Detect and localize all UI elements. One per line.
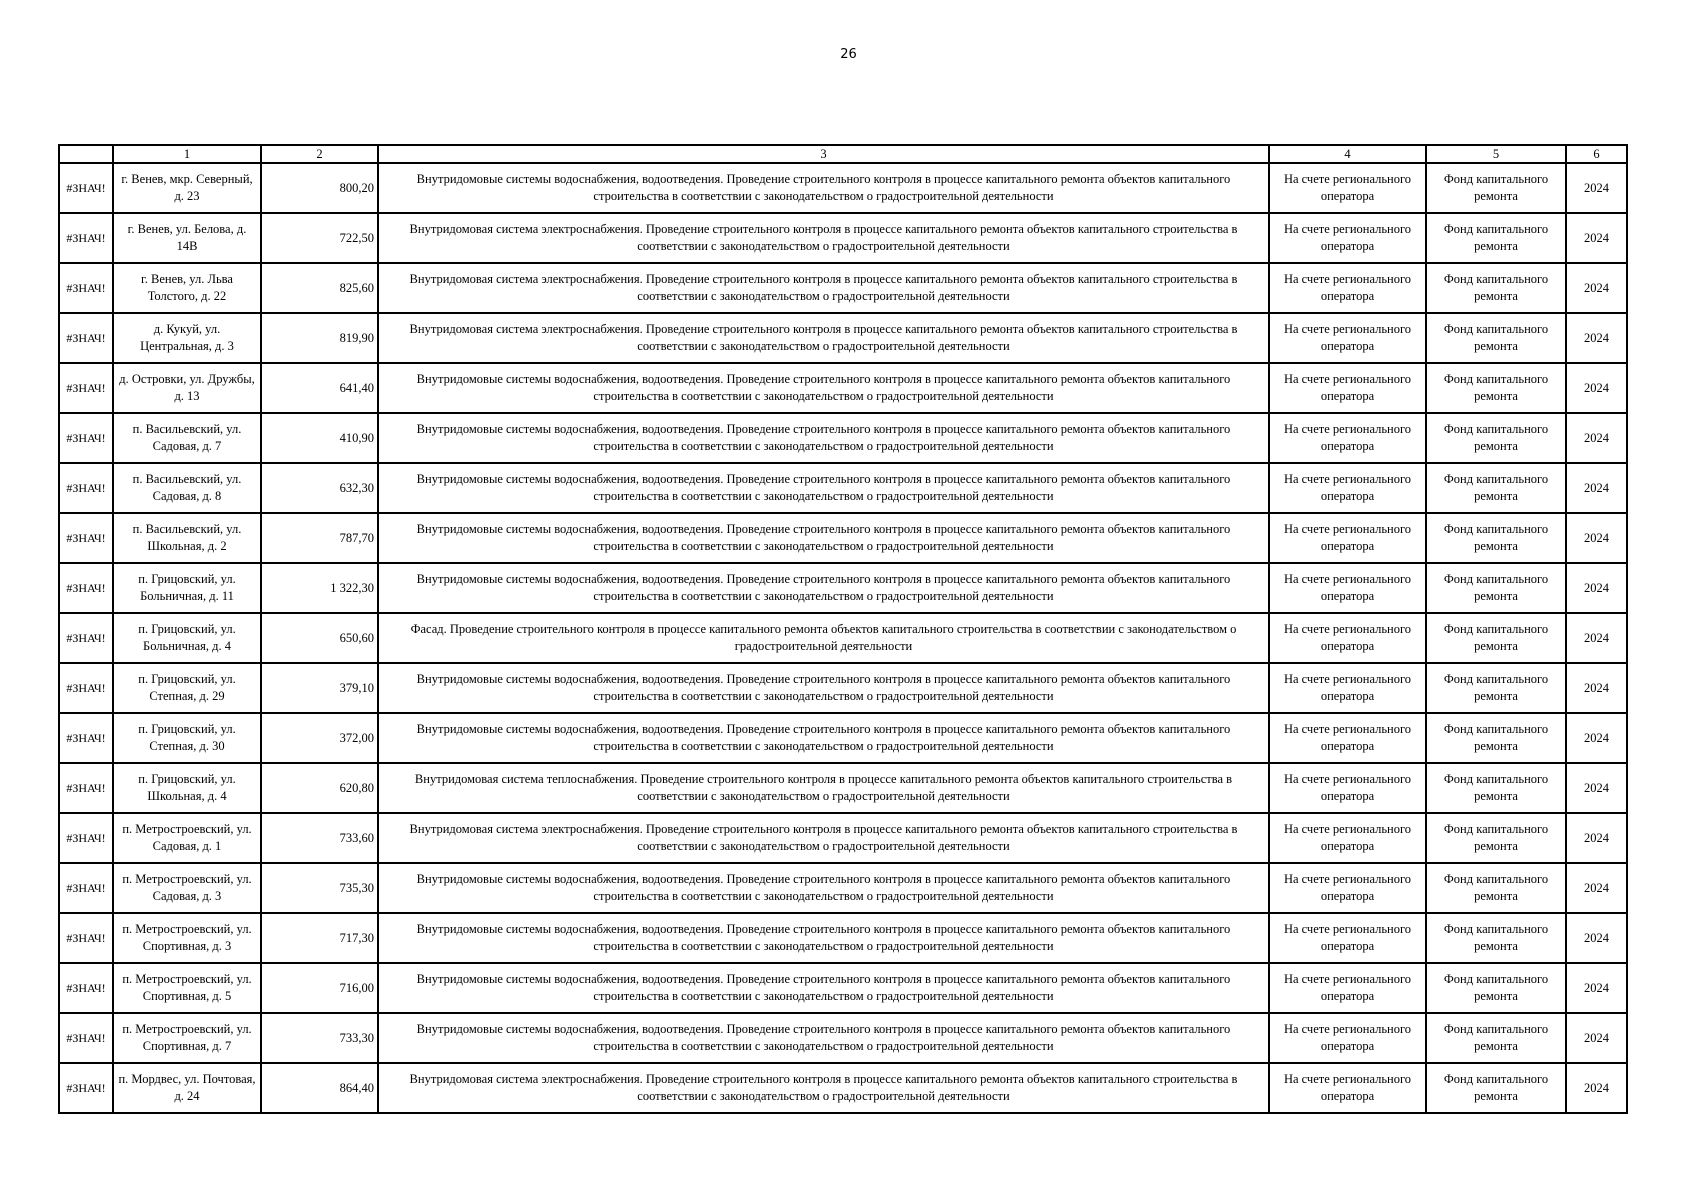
funding-source-cell: Фонд капитального ремонта (1426, 1013, 1566, 1063)
area-cell: 379,10 (261, 663, 378, 713)
address-cell: д. Островки, ул. Дружбы, д. 13 (113, 363, 261, 413)
row-id-cell: #ЗНАЧ! (59, 763, 113, 813)
address-cell: п. Васильевский, ул. Садовая, д. 8 (113, 463, 261, 513)
address-cell: п. Грицовский, ул. Степная, д. 30 (113, 713, 261, 763)
work-description-cell: Внутридомовые системы водоснабжения, водоотведения. Проведение строительного контроля в процессе капитального ремонта объектов капитального строительства в соответствии с законодательством о градостроительной деятельности (378, 863, 1269, 913)
row-id-cell: #ЗНАЧ! (59, 813, 113, 863)
funding-source-cell: Фонд капитального ремонта (1426, 463, 1566, 513)
table-row (59, 313, 1627, 363)
table-row (59, 913, 1627, 963)
funding-account-cell: На счете регионального оператора (1269, 1013, 1426, 1063)
area-cell: 372,00 (261, 713, 378, 763)
year-cell: 2024 (1566, 613, 1627, 663)
header-col-4: 4 (1269, 145, 1426, 163)
year-cell: 2024 (1566, 413, 1627, 463)
funding-account-cell: На счете регионального оператора (1269, 663, 1426, 713)
area-cell: 641,40 (261, 363, 378, 413)
header-col-1: 1 (113, 145, 261, 163)
area-cell: 632,30 (261, 463, 378, 513)
work-description-cell: Внутридомовые системы водоснабжения, водоотведения. Проведение строительного контроля в процессе капитального ремонта объектов капитального строительства в соответствии с законодательством о градостроительной деятельности (378, 913, 1269, 963)
address-cell: п. Метростроевский, ул. Спортивная, д. 7 (113, 1013, 261, 1063)
funding-account-cell: На счете регионального оператора (1269, 263, 1426, 313)
capital-repair-table (58, 144, 1628, 1114)
header-blank (59, 145, 113, 163)
funding-account-cell: На счете регионального оператора (1269, 1063, 1426, 1113)
funding-source-cell: Фонд капитального ремонта (1426, 713, 1566, 763)
year-cell: 2024 (1566, 663, 1627, 713)
funding-account-cell: На счете регионального оператора (1269, 913, 1426, 963)
work-description-cell: Внутридомовые системы водоснабжения, водоотведения. Проведение строительного контроля в процессе капитального ремонта объектов капитального строительства в соответствии с законодательством о градостроительной деятельности (378, 163, 1269, 213)
address-cell: д. Кукуй, ул. Центральная, д. 3 (113, 313, 261, 363)
work-description-cell: Фасад. Проведение строительного контроля в процессе капитального ремонта объектов капитального строительства в соответствии с законодательством о градостроительной деятельности (378, 613, 1269, 663)
funding-account-cell: На счете регионального оператора (1269, 863, 1426, 913)
work-description-cell: Внутридомовые системы водоснабжения, водоотведения. Проведение строительного контроля в процессе капитального ремонта объектов капитального строительства в соответствии с законодательством о градостроительной деятельности (378, 513, 1269, 563)
row-id-cell: #ЗНАЧ! (59, 563, 113, 613)
funding-account-cell: На счете регионального оператора (1269, 413, 1426, 463)
area-cell: 864,40 (261, 1063, 378, 1113)
funding-account-cell: На счете регионального оператора (1269, 763, 1426, 813)
area-cell: 733,60 (261, 813, 378, 863)
area-cell: 650,60 (261, 613, 378, 663)
address-cell: п. Грицовский, ул. Школьная, д. 4 (113, 763, 261, 813)
work-description-cell: Внутридомовая система электроснабжения. Проведение строительного контроля в процессе капитального ремонта объектов капитального строительства в соответствии с законодательством о градостроительной деятельности (378, 313, 1269, 363)
year-cell: 2024 (1566, 213, 1627, 263)
area-cell: 1 322,30 (261, 563, 378, 613)
row-id-cell: #ЗНАЧ! (59, 263, 113, 313)
header-col-3: 3 (378, 145, 1269, 163)
row-id-cell: #ЗНАЧ! (59, 213, 113, 263)
table-row (59, 463, 1627, 513)
work-description-cell: Внутридомовые системы водоснабжения, водоотведения. Проведение строительного контроля в процессе капитального ремонта объектов капитального строительства в соответствии с законодательством о градостроительной деятельности (378, 713, 1269, 763)
funding-account-cell: На счете регионального оператора (1269, 613, 1426, 663)
year-cell: 2024 (1566, 363, 1627, 413)
address-cell: п. Мордвес, ул. Почтовая, д. 24 (113, 1063, 261, 1113)
year-cell: 2024 (1566, 1063, 1627, 1113)
row-id-cell: #ЗНАЧ! (59, 1013, 113, 1063)
work-description-cell: Внутридомовые системы водоснабжения, водоотведения. Проведение строительного контроля в процессе капитального ремонта объектов капитального строительства в соответствии с законодательством о градостроительной деятельности (378, 463, 1269, 513)
table-row (59, 763, 1627, 813)
address-cell: г. Венев, мкр. Северный, д. 23 (113, 163, 261, 213)
address-cell: г. Венев, ул. Белова, д. 14В (113, 213, 261, 263)
row-id-cell: #ЗНАЧ! (59, 663, 113, 713)
table-row (59, 263, 1627, 313)
table-row (59, 663, 1627, 713)
row-id-cell: #ЗНАЧ! (59, 913, 113, 963)
work-description-cell: Внутридомовые системы водоснабжения, водоотведения. Проведение строительного контроля в процессе капитального ремонта объектов капитального строительства в соответствии с законодательством о градостроительной деятельности (378, 1013, 1269, 1063)
table-row (59, 413, 1627, 463)
table-row (59, 963, 1627, 1013)
row-id-cell: #ЗНАЧ! (59, 163, 113, 213)
funding-source-cell: Фонд капитального ремонта (1426, 213, 1566, 263)
table-row (59, 1013, 1627, 1063)
year-cell: 2024 (1566, 963, 1627, 1013)
table-row (59, 813, 1627, 863)
year-cell: 2024 (1566, 463, 1627, 513)
area-cell: 410,90 (261, 413, 378, 463)
address-cell: п. Метростроевский, ул. Садовая, д. 3 (113, 863, 261, 913)
year-cell: 2024 (1566, 563, 1627, 613)
funding-source-cell: Фонд капитального ремонта (1426, 913, 1566, 963)
area-cell: 800,20 (261, 163, 378, 213)
year-cell: 2024 (1566, 313, 1627, 363)
address-cell: п. Васильевский, ул. Школьная, д. 2 (113, 513, 261, 563)
area-cell: 717,30 (261, 913, 378, 963)
row-id-cell: #ЗНАЧ! (59, 363, 113, 413)
area-cell: 825,60 (261, 263, 378, 313)
address-cell: г. Венев, ул. Льва Толстого, д. 22 (113, 263, 261, 313)
work-description-cell: Внутридомовая система электроснабжения. Проведение строительного контроля в процессе капитального ремонта объектов капитального строительства в соответствии с законодательством о градостроительной деятельности (378, 263, 1269, 313)
funding-account-cell: На счете регионального оператора (1269, 813, 1426, 863)
work-description-cell: Внутридомовая система электроснабжения. Проведение строительного контроля в процессе капитального ремонта объектов капитального строительства в соответствии с законодательством о градостроительной деятельности (378, 1063, 1269, 1113)
table-row (59, 363, 1627, 413)
funding-account-cell: На счете регионального оператора (1269, 563, 1426, 613)
area-cell: 787,70 (261, 513, 378, 563)
table-row (59, 1063, 1627, 1113)
funding-source-cell: Фонд капитального ремонта (1426, 1063, 1566, 1113)
table-row (59, 163, 1627, 213)
row-id-cell: #ЗНАЧ! (59, 613, 113, 663)
address-cell: п. Метростроевский, ул. Спортивная, д. 5 (113, 963, 261, 1013)
funding-source-cell: Фонд капитального ремонта (1426, 313, 1566, 363)
table-row (59, 613, 1627, 663)
year-cell: 2024 (1566, 913, 1627, 963)
year-cell: 2024 (1566, 263, 1627, 313)
funding-account-cell: На счете регионального оператора (1269, 963, 1426, 1013)
work-description-cell: Внутридомовая система теплоснабжения. Проведение строительного контроля в процессе капитального ремонта объектов капитального строительства в соответствии с законодательством о градостроительной деятельности (378, 763, 1269, 813)
funding-account-cell: На счете регионального оператора (1269, 163, 1426, 213)
funding-source-cell: Фонд капитального ремонта (1426, 413, 1566, 463)
funding-source-cell: Фонд капитального ремонта (1426, 863, 1566, 913)
work-description-cell: Внутридомовые системы водоснабжения, водоотведения. Проведение строительного контроля в процессе капитального ремонта объектов капитального строительства в соответствии с законодательством о градостроительной деятельности (378, 563, 1269, 613)
year-cell: 2024 (1566, 1013, 1627, 1063)
funding-source-cell: Фонд капитального ремонта (1426, 563, 1566, 613)
area-cell: 620,80 (261, 763, 378, 813)
work-description-cell: Внутридомовые системы водоснабжения, водоотведения. Проведение строительного контроля в процессе капитального ремонта объектов капитального строительства в соответствии с законодательством о градостроительной деятельности (378, 413, 1269, 463)
header-row (59, 145, 1627, 163)
table-row (59, 563, 1627, 613)
work-description-cell: Внутридомовая система электроснабжения. Проведение строительного контроля в процессе капитального ремонта объектов капитального строительства в соответствии с законодательством о градостроительной деятельности (378, 213, 1269, 263)
funding-source-cell: Фонд капитального ремонта (1426, 613, 1566, 663)
funding-source-cell: Фонд капитального ремонта (1426, 363, 1566, 413)
area-cell: 722,50 (261, 213, 378, 263)
funding-account-cell: На счете регионального оператора (1269, 213, 1426, 263)
funding-source-cell: Фонд капитального ремонта (1426, 813, 1566, 863)
year-cell: 2024 (1566, 513, 1627, 563)
funding-account-cell: На счете регионального оператора (1269, 513, 1426, 563)
funding-source-cell: Фонд капитального ремонта (1426, 263, 1566, 313)
work-description-cell: Внутридомовые системы водоснабжения, водоотведения. Проведение строительного контроля в процессе капитального ремонта объектов капитального строительства в соответствии с законодательством о градостроительной деятельности (378, 363, 1269, 413)
year-cell: 2024 (1566, 163, 1627, 213)
row-id-cell: #ЗНАЧ! (59, 463, 113, 513)
area-cell: 733,30 (261, 1013, 378, 1063)
year-cell: 2024 (1566, 763, 1627, 813)
year-cell: 2024 (1566, 863, 1627, 913)
year-cell: 2024 (1566, 713, 1627, 763)
row-id-cell: #ЗНАЧ! (59, 313, 113, 363)
funding-source-cell: Фонд капитального ремонта (1426, 513, 1566, 563)
table-row (59, 213, 1627, 263)
funding-account-cell: На счете регионального оператора (1269, 313, 1426, 363)
row-id-cell: #ЗНАЧ! (59, 713, 113, 763)
year-cell: 2024 (1566, 813, 1627, 863)
table-body (59, 163, 1627, 1113)
table-row (59, 863, 1627, 913)
table-row (59, 713, 1627, 763)
row-id-cell: #ЗНАЧ! (59, 513, 113, 563)
funding-account-cell: На счете регионального оператора (1269, 363, 1426, 413)
funding-account-cell: На счете регионального оператора (1269, 463, 1426, 513)
table-row (59, 513, 1627, 563)
funding-account-cell: На счете регионального оператора (1269, 713, 1426, 763)
funding-source-cell: Фонд капитального ремонта (1426, 963, 1566, 1013)
address-cell: п. Грицовский, ул. Больничная, д. 4 (113, 613, 261, 663)
address-cell: п. Метростроевский, ул. Спортивная, д. 3 (113, 913, 261, 963)
address-cell: п. Грицовский, ул. Больничная, д. 11 (113, 563, 261, 613)
work-description-cell: Внутридомовая система электроснабжения. Проведение строительного контроля в процессе капитального ремонта объектов капитального строительства в соответствии с законодательством о градостроительной деятельности (378, 813, 1269, 863)
row-id-cell: #ЗНАЧ! (59, 963, 113, 1013)
work-description-cell: Внутридомовые системы водоснабжения, водоотведения. Проведение строительного контроля в процессе капитального ремонта объектов капитального строительства в соответствии с законодательством о градостроительной деятельности (378, 663, 1269, 713)
row-id-cell: #ЗНАЧ! (59, 413, 113, 463)
header-col-5: 5 (1426, 145, 1566, 163)
funding-source-cell: Фонд капитального ремонта (1426, 763, 1566, 813)
address-cell: п. Васильевский, ул. Садовая, д. 7 (113, 413, 261, 463)
area-cell: 735,30 (261, 863, 378, 913)
address-cell: п. Грицовский, ул. Степная, д. 29 (113, 663, 261, 713)
row-id-cell: #ЗНАЧ! (59, 863, 113, 913)
address-cell: п. Метростроевский, ул. Садовая, д. 1 (113, 813, 261, 863)
funding-source-cell: Фонд капитального ремонта (1426, 663, 1566, 713)
header-col-6: 6 (1566, 145, 1627, 163)
row-id-cell: #ЗНАЧ! (59, 1063, 113, 1113)
header-col-2: 2 (261, 145, 378, 163)
area-cell: 716,00 (261, 963, 378, 1013)
funding-source-cell: Фонд капитального ремонта (1426, 163, 1566, 213)
area-cell: 819,90 (261, 313, 378, 363)
work-description-cell: Внутридомовые системы водоснабжения, водоотведения. Проведение строительного контроля в процессе капитального ремонта объектов капитального строительства в соответствии с законодательством о градостроительной деятельности (378, 963, 1269, 1013)
page-number: 26 (840, 47, 857, 62)
